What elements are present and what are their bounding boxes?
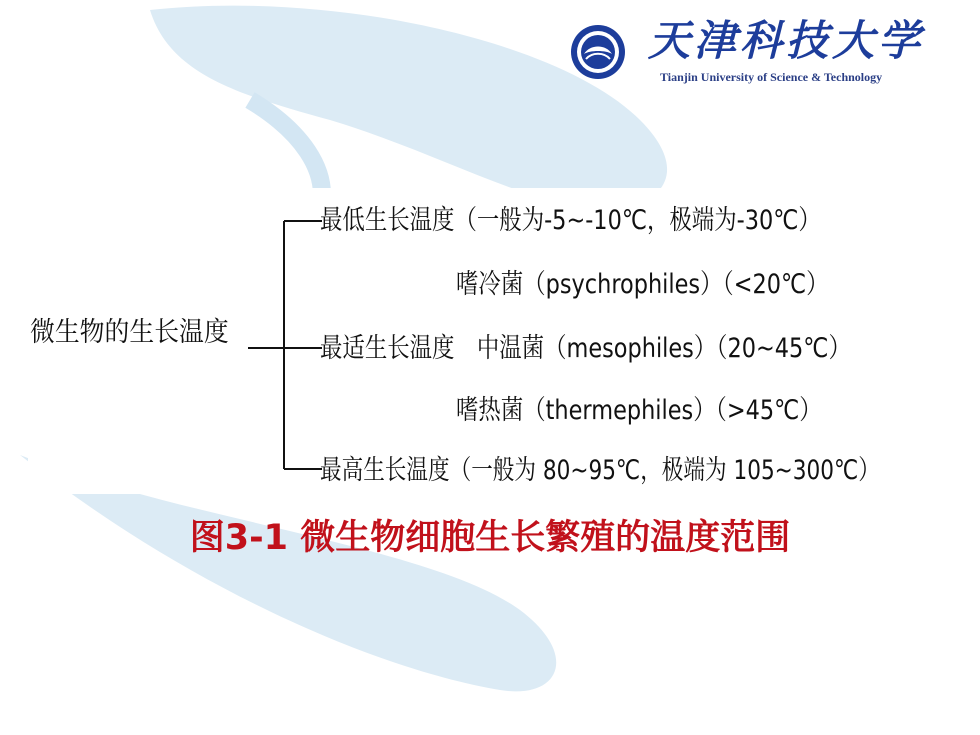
- diagram-root-label: 微生物的生长温度: [30, 317, 229, 348]
- max-temperature-branch: 最高生长温度（一般为 80~95℃，极端为 105~300℃）: [320, 455, 880, 486]
- university-logo: [566, 12, 956, 90]
- university-name-chinese: 天津科技大学: [648, 16, 925, 65]
- optimal-temperature-branch: 最适生长温度 中温菌（mesophiles）（20~45℃）: [320, 333, 851, 364]
- thermophiles-note: 嗜热菌（thermephiles）（>45℃）: [456, 395, 822, 426]
- temperature-diagram: [28, 188, 972, 494]
- psychrophiles-note: 嗜冷菌（psychrophiles）（<20℃）: [456, 269, 829, 300]
- min-temperature-branch: 最低生长温度（一般为-5~-10℃，极端为-30℃）: [320, 205, 821, 236]
- university-seal-icon: [570, 24, 626, 80]
- university-name-english: Tianjin University of Science & Technology: [660, 70, 883, 84]
- figure-caption: 图3-1 微生物细胞生长繁殖的温度范围: [189, 518, 791, 558]
